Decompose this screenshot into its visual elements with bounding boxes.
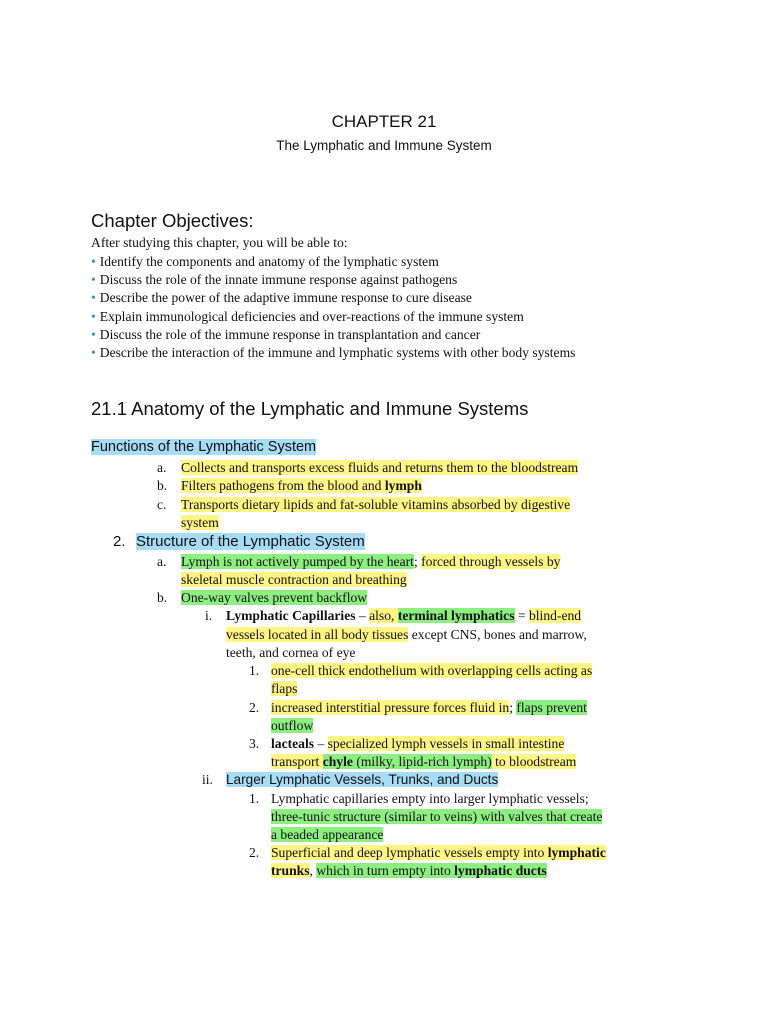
list-marker: a. (157, 554, 167, 569)
chapter-subtitle: The Lymphatic and Immune System (276, 138, 492, 153)
objective-item: • Identify the components and anatomy of the lymphatic system (91, 254, 439, 269)
list-marker: 1. (249, 663, 260, 678)
objectives-heading: Chapter Objectives: (91, 210, 254, 231)
list-marker: c. (157, 497, 167, 512)
capillary-point-1: one-cell thick endothelium with overlapping cells acting as (271, 663, 593, 678)
structure-item-a-cont: skeletal muscle contraction and breathing (181, 572, 407, 587)
list-marker: b. (157, 478, 168, 493)
objective-item: • Discuss the role of the innate immune response against pathogens (91, 272, 458, 288)
functions-heading: Functions of the Lymphatic System (91, 439, 317, 455)
objective-item: • Discuss the role of the immune response in transplantation and cancer (91, 326, 481, 342)
list-marker: 2. (249, 700, 260, 715)
vessels-point-1-cont2: a beaded appearance (271, 827, 384, 842)
structure-heading: Structure of the Lymphatic System (136, 533, 365, 550)
section-heading: 21.1 Anatomy of the Lymphatic and Immune Systems (91, 398, 529, 419)
lymphatic-capillaries-line3: teeth, and cornea of eye (226, 645, 356, 660)
objective-item: • Explain immunological deficiencies and over-reactions of the immune system (91, 308, 524, 324)
vessels-point-2: Superficial and deep lymphatic vessels empty into lymphatic (271, 845, 606, 860)
bullet-icon: • (91, 344, 96, 360)
bullet-icon: • (91, 272, 96, 288)
capillary-point-3: lacteals – specialized lymph vessels in small intestine (271, 736, 565, 751)
function-item-a: Collects and transports excess fluids and returns them to the bloodstream (181, 460, 579, 475)
list-marker: b. (157, 590, 168, 605)
structure-item-a: Lymph is not actively pumped by the heart; forced through vessels by (181, 554, 561, 569)
objectives-intro: After studying this chapter, you will be able to: (91, 235, 348, 250)
objective-item: • Describe the power of the adaptive immune response to cure disease (91, 290, 472, 306)
capillary-point-1-cont: flaps (271, 681, 298, 696)
capillary-point-2-cont: outflow (271, 718, 314, 733)
list-marker: i. (205, 608, 213, 623)
capillary-point-2: increased interstitial pressure forces fluid in; flaps prevent (271, 700, 587, 715)
function-item-c: Transports dietary lipids and fat-soluble vitamins absorbed by digestive (181, 497, 571, 512)
function-item-c-cont: system (181, 515, 219, 530)
vessels-point-1-cont: three-tunic structure (similar to veins) with valves that create (271, 809, 603, 824)
list-marker: 2. (113, 533, 126, 550)
vessels-point-2-cont: trunks, which in turn empty into lymphatic ducts (271, 863, 547, 878)
list-marker: 1. (249, 791, 260, 806)
capillary-point-3-cont: transport chyle (milky, lipid-rich lymph) to bloodstream (271, 754, 577, 769)
bullet-icon: • (91, 254, 96, 269)
function-item-b: Filters pathogens from the blood and lymph (181, 478, 422, 493)
vessels-point-1: Lymphatic capillaries empty into larger lymphatic vessels; (271, 791, 589, 806)
bullet-icon: • (91, 326, 96, 342)
objectives-list (91, 253, 575, 362)
list-marker: 3. (249, 736, 260, 751)
objective-item: • Describe the interaction of the immune and lymphatic systems with other body systems (91, 344, 576, 360)
chapter-title: CHAPTER 21 (331, 112, 437, 131)
bullet-icon: • (91, 308, 96, 324)
lymphatic-capillaries-line1: Lymphatic Capillaries – also, terminal lymphatics = blind-end (226, 608, 582, 623)
list-marker: 2. (249, 845, 260, 860)
list-marker: ii. (202, 772, 213, 787)
list-marker: a. (157, 460, 167, 475)
larger-vessels-heading: Larger Lymphatic Vessels, Trunks, and Ducts (226, 772, 499, 787)
bullet-icon: • (91, 290, 96, 306)
structure-item-b: One-way valves prevent backflow (181, 590, 368, 605)
lymphatic-capillaries-line2: vessels located in all body tissues except CNS, bones and marrow, (226, 627, 587, 642)
